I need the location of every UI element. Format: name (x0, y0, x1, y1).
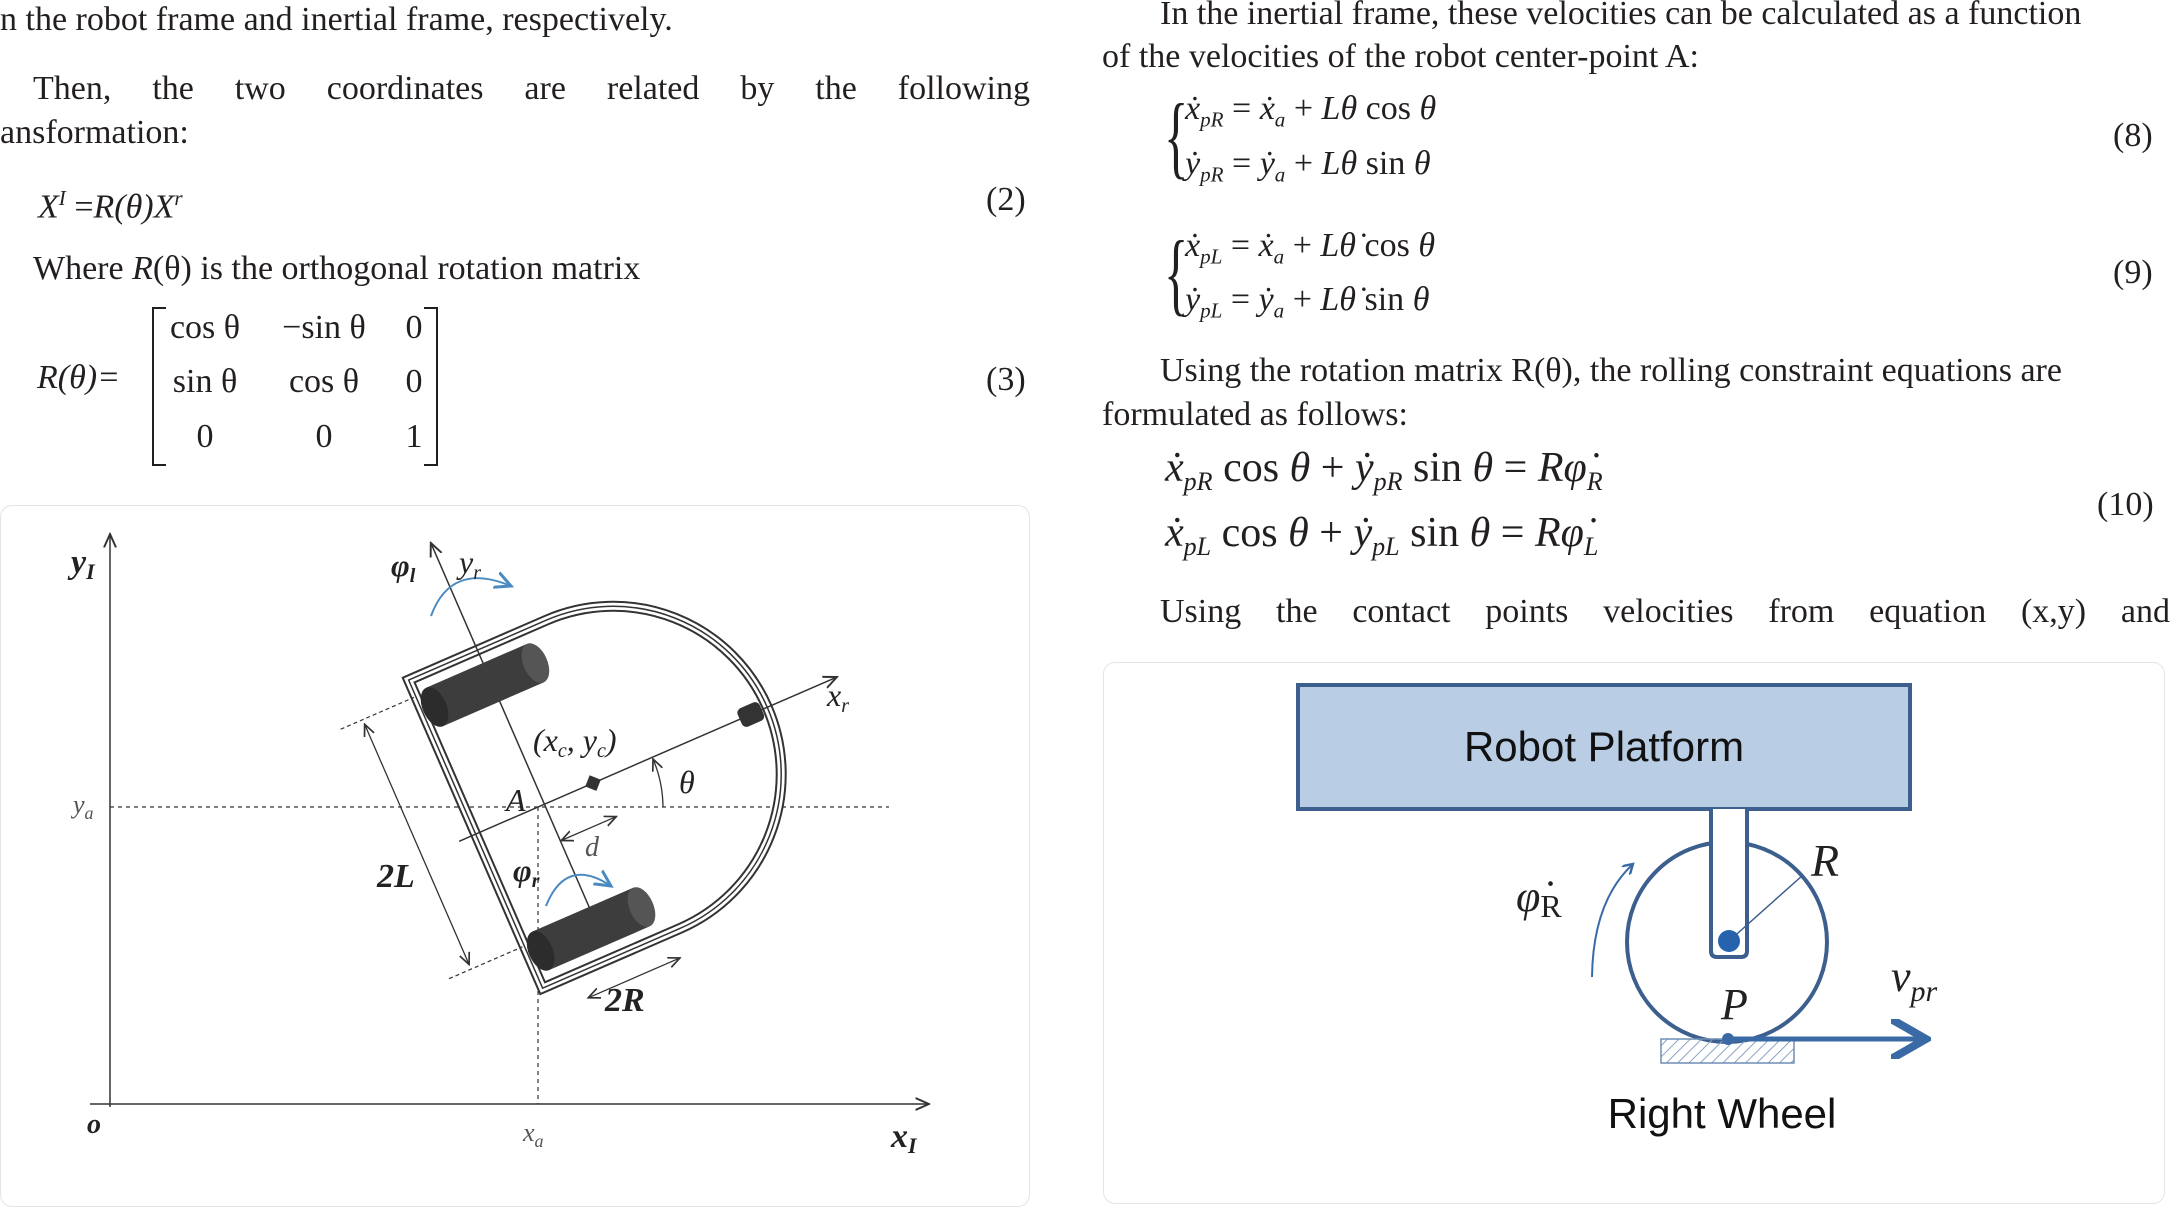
eq-term: cos (1211, 510, 1289, 556)
eq-term: = (1222, 281, 1259, 318)
eq-term: cos (1357, 90, 1420, 127)
eq-term: ẏ (1259, 145, 1275, 182)
svg-text:yI: yI (71, 544, 95, 584)
figure-right-wheel (1103, 662, 2165, 1204)
matrix-cell: 0 (196, 418, 214, 455)
theta-arc (653, 759, 663, 807)
svg-text:R: R (1811, 835, 1840, 886)
eq-term: ẋ (1185, 90, 1201, 127)
matrix-cell: cos θ (169, 309, 241, 346)
eq-term: ẏ (1354, 445, 1374, 491)
svg-text:P: P (1721, 980, 1748, 1029)
figure-kinematic-model (0, 505, 1030, 1207)
equation-line (1165, 445, 1603, 502)
eq-term: Lθ (1321, 145, 1358, 182)
eq-term: θ (1288, 510, 1309, 556)
equation-line (1165, 510, 1599, 567)
paragraph-line: n the robot frame and inertial frame, respectively. (0, 1, 673, 38)
eq-term: Rφ̇ (1534, 510, 1584, 556)
equation-number: (3) (986, 361, 1026, 398)
paragraph-line (33, 247, 640, 291)
svg-text:A: A (506, 782, 526, 818)
svg-text:φr: φr (513, 852, 540, 892)
eq-term: ẏ (1185, 281, 1201, 318)
center-point (585, 775, 601, 791)
text: Where (33, 250, 133, 287)
wheel-diagram (1104, 663, 2164, 1203)
eq-sign: = (65, 188, 94, 226)
eq-term: θ (1419, 90, 1437, 127)
equation-line (1185, 280, 1429, 330)
eq-term: sin (1357, 145, 1414, 182)
svg-text:xI: xI (891, 1118, 917, 1158)
equation-line (1185, 89, 1436, 139)
eq-term: ẋ (1259, 90, 1275, 127)
eq-subscript: pL (1372, 532, 1400, 562)
paragraph-line: of the velocities of the robot center-point A: (1102, 38, 1699, 75)
equation-line (1185, 226, 1435, 276)
contact-point (1722, 1033, 1734, 1045)
svg-text:ya: $y_a$ (73, 790, 94, 823)
eq-term: ẋ (1185, 227, 1201, 264)
paragraph-line: ansformation: (0, 114, 189, 151)
matrix-cell: cos θ (288, 363, 360, 400)
eq-term: = (1222, 227, 1259, 264)
eq-term: ẏ (1353, 510, 1373, 556)
eq-term: θ (1472, 445, 1494, 491)
eq-sup: I (58, 186, 66, 210)
eq-term: ẏ (1185, 145, 1201, 182)
paragraph-line: Using the contact points velocities from equation (x,y) and (1160, 593, 2170, 630)
eq-subscript: a (1274, 107, 1286, 132)
eq-subscript: a (1273, 298, 1285, 323)
figure-labels (67, 544, 918, 1158)
eq-subscript: pR (1200, 107, 1224, 132)
eq-subscript: pL (1183, 532, 1212, 562)
brace: { (1164, 85, 1189, 187)
eq-term: + (1284, 281, 1321, 318)
eq-term: + (1310, 445, 1355, 491)
svg-text:φl: φl (391, 547, 416, 587)
eq-symbol: X (153, 188, 175, 226)
eq-term: sin (1399, 510, 1470, 556)
eq-subscript: pR (1200, 162, 1224, 187)
eq-term: θ (1289, 445, 1311, 491)
eq-term: Lθ̇ (1320, 227, 1356, 264)
text: R (132, 250, 153, 287)
paragraph-line: In the inertial frame, these velocities can be calculated as a function (1160, 0, 2082, 32)
eq-subscript: a (1274, 162, 1286, 187)
eq-term: sin (1356, 281, 1413, 318)
paragraph-line: Using the rotation matrix R(θ), the rolling constraint equations are (1160, 352, 2062, 389)
matrix-cell: −sin θ (282, 309, 366, 346)
svg-text:φ̇R: φ̇R (1516, 872, 1562, 924)
eq-sup: r (174, 186, 183, 210)
equation-2 (38, 178, 183, 227)
eq-term: + (1285, 145, 1322, 182)
equation-number: (10) (2097, 486, 2154, 523)
inertial-axes (90, 534, 929, 1107)
svg-text:xr: xr (827, 677, 849, 717)
kinematic-diagram (1, 506, 1029, 1206)
phi-l-arrow (431, 578, 511, 616)
matrix-cell: 0 (405, 363, 423, 400)
eq-subscript: pL (1200, 244, 1223, 269)
eq-term: Rφ̇ (1537, 445, 1587, 491)
eq-term: + (1308, 510, 1354, 556)
eq-term: Lθ (1321, 90, 1358, 127)
eq-term: cos (1356, 227, 1419, 264)
svg-text:θ: θ (679, 764, 695, 800)
eq-subscript: pR (1183, 467, 1213, 497)
eq-term: ẋ (1165, 510, 1184, 556)
eq-symbol: R (93, 188, 115, 226)
equation-line (1185, 144, 1431, 194)
eq-term: θ (1418, 227, 1436, 264)
svg-text:d: d (585, 832, 599, 863)
matrix-cell: 0 (405, 309, 423, 346)
wheel-caption: Right Wheel (1607, 1090, 1837, 1137)
robot-body (287, 416, 915, 1046)
svg-text:yr: yr (459, 544, 481, 584)
svg-text:xa: $x_a$ (523, 1118, 544, 1151)
paragraph-line: Then, the two coordinates are related by the following (33, 70, 1030, 107)
matrix-cell: sin θ (172, 363, 238, 400)
eq-term: Lθ̇ (1320, 281, 1356, 318)
eq-subscript: L (1583, 532, 1599, 562)
eq-term: = (1223, 90, 1260, 127)
eq-term: = (1493, 445, 1538, 491)
eq-term: ẋ (1165, 445, 1184, 491)
svg-text:vpr: $v_{pr}$ (1891, 952, 1938, 1008)
eq-symbol: X (38, 188, 59, 226)
eq-term: ẏ (1258, 281, 1274, 318)
platform-label: Robot Platform (1463, 723, 1745, 770)
eq-term: θ (1413, 145, 1431, 182)
equation-number: (8) (2113, 117, 2153, 154)
eq-term: = (1223, 145, 1260, 182)
brace: { (1164, 222, 1189, 324)
eq-subscript: pR (1373, 467, 1403, 497)
svg-text:2L: 2L (377, 858, 415, 895)
eq-term: sin (1402, 445, 1473, 491)
text: (θ) is the orthogonal rotation matrix (152, 250, 641, 287)
eq-subscript: R (1586, 467, 1603, 497)
eq-term: ẋ (1258, 227, 1274, 264)
eq-term: θ (1469, 510, 1491, 556)
phi-r-arrow (546, 875, 611, 906)
matrix-cell: 1 (405, 418, 423, 455)
equation-number: (2) (986, 181, 1026, 218)
equation-number: (9) (2113, 254, 2153, 291)
paragraph-line: formulated as follows: (1102, 396, 1408, 433)
eq-term: + (1285, 90, 1322, 127)
matrix-lhs: R(θ)= (37, 359, 121, 396)
eq-term: = (1490, 510, 1535, 556)
eq-subscript: pL (1200, 298, 1223, 323)
eq-term: cos (1212, 445, 1290, 491)
matrix-cell: 0 (315, 418, 333, 455)
svg-text:o: o (87, 1109, 101, 1140)
eq-arg: (θ) (114, 188, 154, 226)
svg-text:(xc, yc): (xc, yc) (533, 722, 617, 762)
eq-term: + (1284, 227, 1321, 264)
eq-term: θ (1412, 281, 1430, 318)
eq-subscript: a (1273, 244, 1285, 269)
svg-text:2R: 2R (605, 982, 645, 1019)
